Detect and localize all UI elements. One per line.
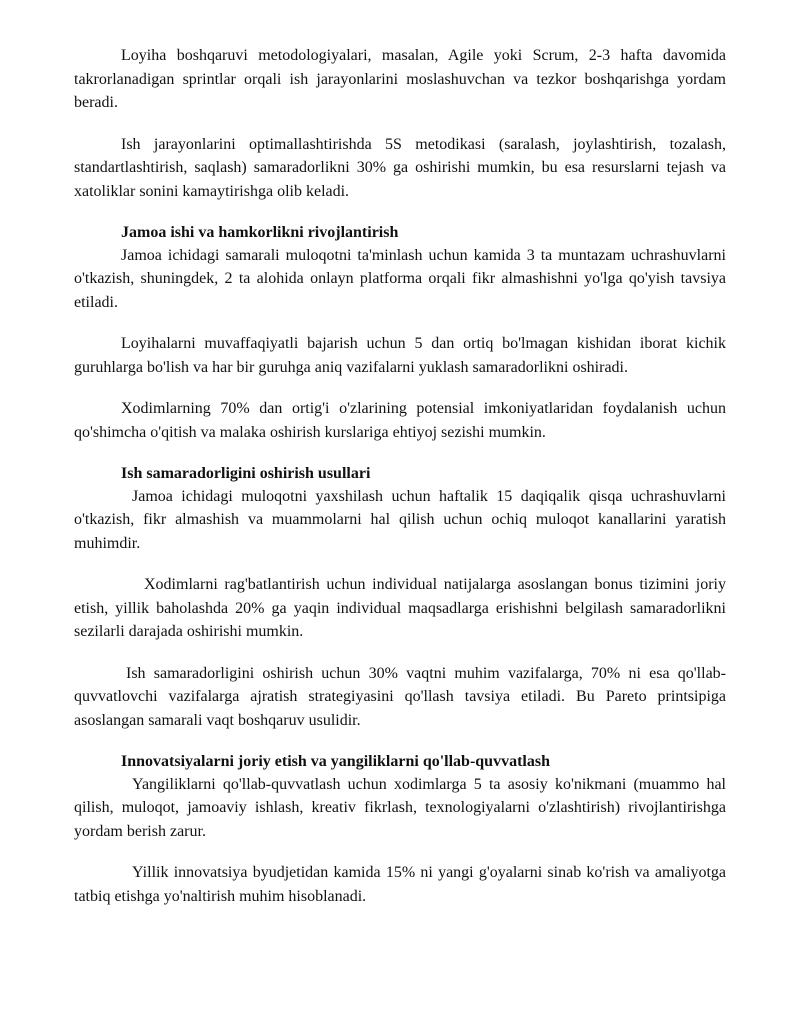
paragraph-core-skills: Yangiliklarni qo'llab-quvvatlash uchun xodimlarga 5 ta asosiy ko'nikmani (muammo hal qilish, muloqot, jamoaviy ishlash, kreativ fikrlash, texnologiyalarni o'zlashtirish) rivojlantirishga yordam berish zarur. xyxy=(74,775,726,840)
heading-innovation: Innovatsiyalarni joriy etish va yangiliklarni qo'llab-quvvatlash xyxy=(121,753,550,770)
paragraph-pareto-principle: Ish samaradorligini oshirish uchun 30% vaqtni muhim vazifalarga, 70% ni esa qo'llab-quvvatlovchi vazifalarga ajratish strategiyasini qo'llash tavsiya etiladi. Bu Pareto printsipiga asoslangan samarali vaqt boshqaruv usulidir. xyxy=(74,664,726,729)
paragraph-team-communication: Jamoa ichidagi samarali muloqotni ta'minlash uchun kamida 3 ta muntazam uchrashuvlarni o'tkazish, shuningdek, 2 ta alohida onlayn platforma orqali fikr almashishni yo'lga qo'yish tavsiya etiladi. xyxy=(74,246,726,311)
heading-efficiency-methods: Ish samaradorligini oshirish usullari xyxy=(121,465,371,482)
paragraph-employee-training: Xodimlarning 70% dan ortig'i o'zlarining potensial imkoniyatlaridan foydalanish uchun qo'shimcha o'qitish va malaka oshirish kurslariga ehtiyoj sezishi mumkin. xyxy=(74,400,726,441)
paragraph-weekly-meetings: Jamoa ichidagi muloqotni yaxshilash uchun haftalik 15 daqiqalik qisqa uchrashuvlarni o'tkazish, fikr almashish va muammolarni hal qilish uchun ochiq muloqot kanallarini yaratish muhimdir. xyxy=(74,487,726,552)
paragraph-small-groups: Loyihalarni muvaffaqiyatli bajarish uchun 5 dan ortiq bo'lmagan kishidan iborat kichik guruhlarga bo'lish va har bir guruhga aniq vazifalarni yuklash samaradorlikni oshiradi. xyxy=(74,335,726,376)
heading-teamwork: Jamoa ishi va hamkorlikni rivojlantirish xyxy=(121,224,399,241)
paragraph-innovation-budget: Yillik innovatsiya byudjetidan kamida 15% ni yangi g'oyalarni sinab ko'rish va amaliyotga tatbiq etishga yo'naltirish muhim hisoblanadi. xyxy=(74,864,726,905)
paragraph-agile-scrum: Loyiha boshqaruvi metodologiyalari, masalan, Agile yoki Scrum, 2-3 hafta davomida takrorlanadigan sprintlar orqali ish jarayonlarini moslashuvchan va tezkor boshqarishga yordam beradi. xyxy=(74,47,726,111)
document-page xyxy=(74,44,726,926)
paragraph-bonus-system: Xodimlarni rag'batlantirish uchun individual natijalarga asoslangan bonus tizimini joriy etish, yillik baholashda 20% ga yaqin individual maqsadlarga erishishni belgilash samaradorlikni sezilarli darajada oshirishi mumkin. xyxy=(74,576,726,640)
paragraph-5s-method: Ish jarayonlarini optimallashtirishda 5S metodikasi (saralash, joylashtirish, tozalash, standartlashtirish, saqlash) samaradorlikni 30% ga oshirishi mumkin, bu esa resurslarni tejash va xatoliklar sonini kamaytirishga olib keladi. xyxy=(74,135,726,200)
